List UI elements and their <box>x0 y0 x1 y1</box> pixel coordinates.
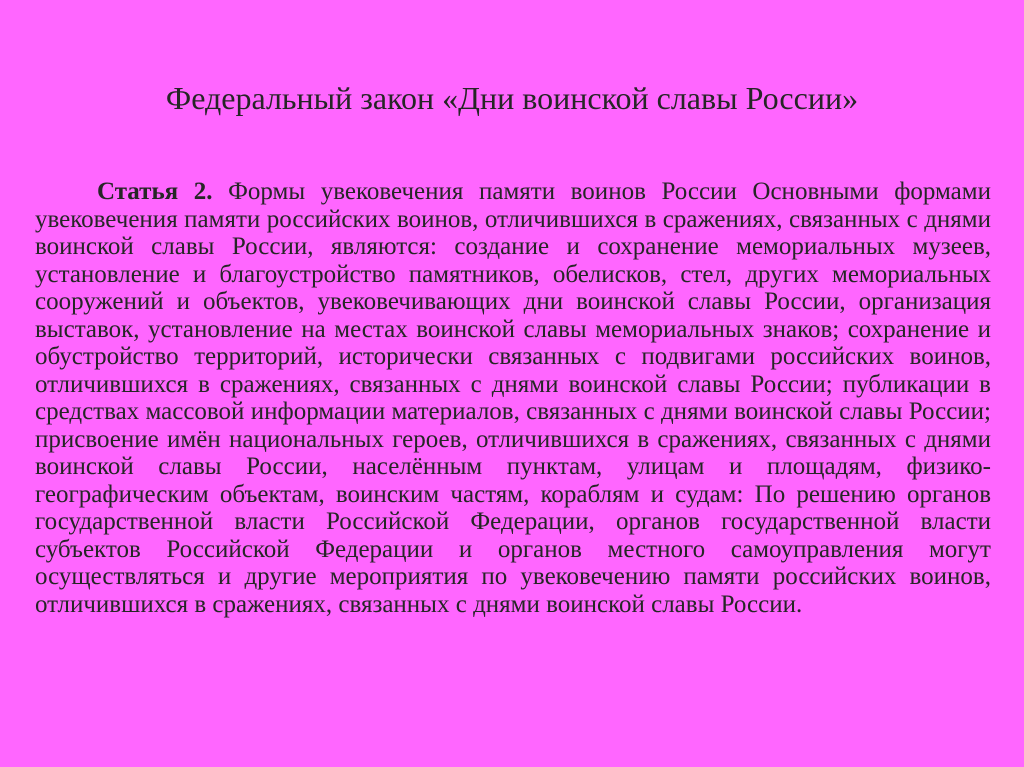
article-label: Статья 2. <box>97 178 213 205</box>
article-text: Формы увековечения памяти воинов России Основными формами увековечения памяти российских воинов, отличившихся в сражениях, связанных с днями воинской славы России, являются: создание и сохранение мемориальных музеев, установление и благоустройство памятников, обелисков, стел, других мемориальных сооружений и объектов, увековечивающих дни воинской славы России, организация выставок, установление на местах воинской славы мемориальных знаков; сохранение и обустройство территорий, исторически связанных с подвигами российских воинов, отличившихся в сражениях, связанных с днями воинской славы России; публикации в средствах массовой информации материалов, связанных с днями воинской славы России; присвоение имён национальных героев, отличившихся в сражениях, связанных с днями воинской славы России, населённым пунктам, улицам и площадям, физико-географическим объектам, воинским частям, кораблям и судам: По решению органов государственной власти Российской Федерации, органов государственной власти субъектов Российской Федерации и органов местного самоуправления могут осуществляться и другие мероприятия по увековечению памяти российских воинов, отличившихся в сражениях, связанных с днями воинской славы России. <box>35 178 991 618</box>
article-paragraph <box>35 178 991 618</box>
slide-title: Федеральный закон «Дни воинской славы России» <box>165 80 859 116</box>
